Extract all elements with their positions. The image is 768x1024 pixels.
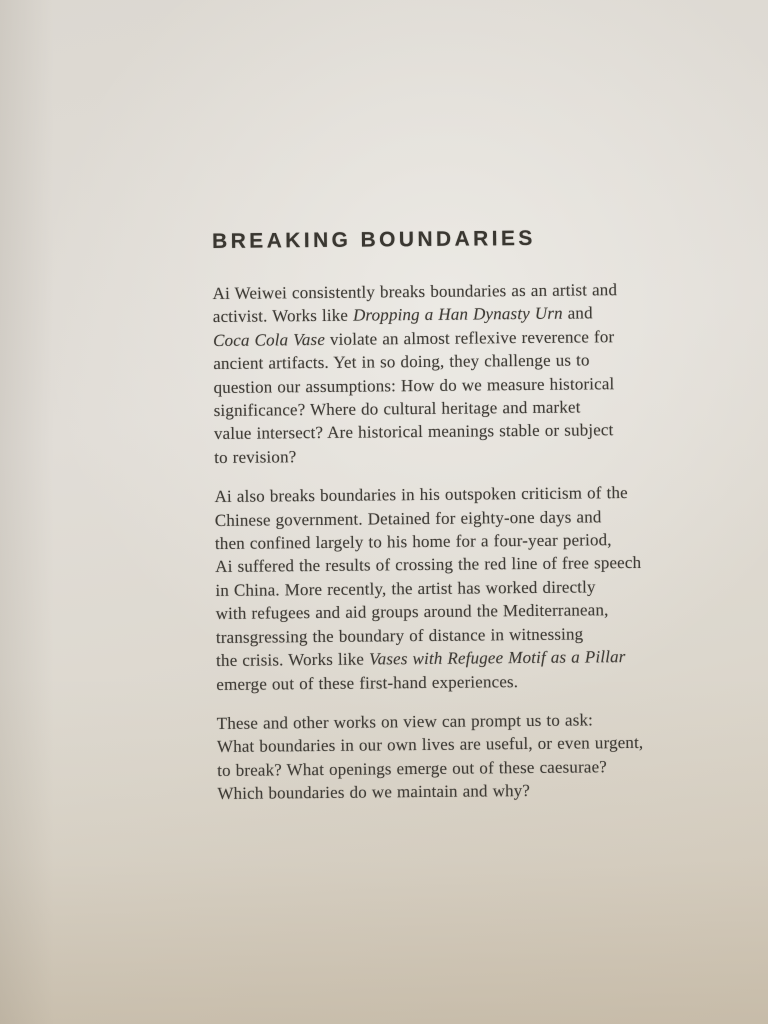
page-title: BREAKING BOUNDARIES xyxy=(212,226,536,253)
wall-label-panel xyxy=(212,225,718,821)
artwork-title: Dropping a Han Dynasty Urn xyxy=(352,304,563,326)
paragraph xyxy=(217,707,718,805)
text-run: value intersect? Are historical meanings stable or subject xyxy=(213,420,614,444)
text-run: Which boundaries do we maintain and why? xyxy=(217,781,531,804)
text-run: activist. Works like xyxy=(212,306,354,327)
text-run: question our assumptions: How do we measure historical xyxy=(213,373,615,397)
text-run: ancient artifacts. Yet in so doing, they challenge us to xyxy=(213,350,590,374)
text-run: significance? Where do cultural heritage and market xyxy=(213,397,581,421)
text-run: the crisis. Works like xyxy=(216,649,370,671)
text-run: emerge out of these first-hand experiences. xyxy=(216,671,519,694)
text-run: to break? What openings emerge out of these caesurae? xyxy=(217,756,608,780)
text-run: and xyxy=(562,303,593,324)
body-paragraphs xyxy=(212,277,717,805)
text-run: These and other works on view can prompt us to ask: xyxy=(216,710,594,733)
artwork-title: Coca Cola Vase xyxy=(212,329,326,350)
text-run: violate an almost reflexive reverence for xyxy=(324,326,615,349)
text-run: Ai also breaks boundaries in his outspoken criticism of the xyxy=(214,483,628,507)
text-run: Chinese government. Detained for eighty-one days and xyxy=(214,506,602,530)
text-run: What boundaries in our own lives are useful, or even urgent, xyxy=(216,733,644,757)
paragraph xyxy=(214,480,716,695)
text-run: Ai Weiwei consistently breaks boundaries as an artist and xyxy=(212,280,618,303)
text-run: transgressing the boundary of distance in witnessing xyxy=(215,624,584,647)
text-run: to revision? xyxy=(214,447,297,467)
paragraph xyxy=(212,277,714,469)
text-run: then confined largely to his home for a four-year period, xyxy=(214,530,612,554)
text-run: in China. More recently, the artist has worked directly xyxy=(215,577,596,600)
artwork-title: Vases with Refugee Motif as a Pillar xyxy=(368,647,626,669)
text-run: Ai suffered the results of crossing the red line of free speech xyxy=(215,553,642,577)
text-run: with refugees and aid groups around the Mediterranean, xyxy=(215,600,609,624)
